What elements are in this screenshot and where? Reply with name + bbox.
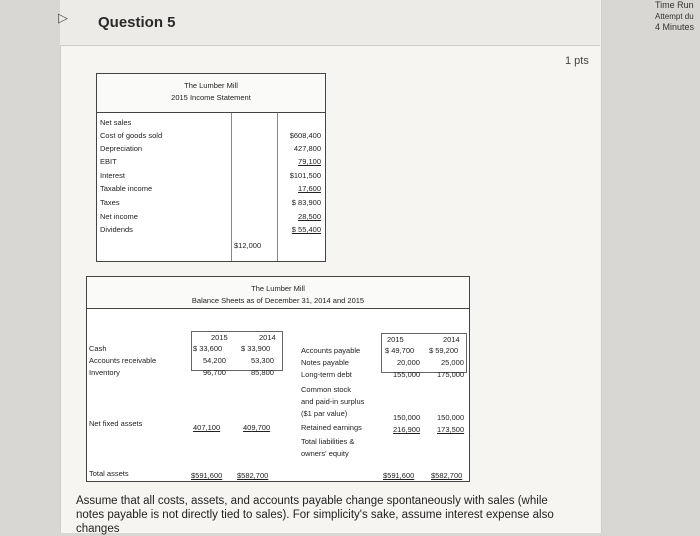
income-header <box>96 73 326 113</box>
liab-label: Notes payable <box>301 358 349 367</box>
liab-2015: 155,000 <box>393 370 421 379</box>
question-text: Assume that all costs, assets, and accounts payable change spontaneously with sales (while notes payable is not directly tied to sales). For simplicity's sake, assume interest expense also changes <box>76 495 554 535</box>
cs-label: ($1 par value) <box>301 409 348 418</box>
fixed-label: Net fixed assets <box>89 419 143 428</box>
income-row: Interest $101,500 <box>100 171 321 180</box>
liab-label: Accounts payable <box>301 346 361 355</box>
cs-label: Common stock <box>301 385 352 394</box>
re-label: Retained earnings <box>301 423 362 432</box>
liab-label: Long-term debt <box>301 370 352 379</box>
income-row: Dividends $ 55,400 <box>100 225 321 234</box>
total-2014: $582,700 <box>237 471 269 480</box>
re-2015: 216,900 <box>393 425 421 434</box>
liab-2014: 25,000 <box>441 358 464 367</box>
total-2015: $591,600 <box>191 471 223 480</box>
balance-company: The Lumber Mill <box>251 284 305 293</box>
fixed-2014: 409,700 <box>243 423 271 432</box>
cs-label: and paid-in surplus <box>301 397 365 406</box>
tl-2015: $591,600 <box>383 471 415 480</box>
balance-sheet <box>86 276 470 482</box>
tl-label: Total liabilities & <box>301 437 355 446</box>
income-row: EBIT 79,100 <box>100 157 321 166</box>
asset-2015: $ 33,600 <box>193 344 223 353</box>
asset-2015: 96,700 <box>203 368 226 377</box>
asset-2014: 85,800 <box>251 368 274 377</box>
dividends-amount: $12,000 <box>234 241 262 250</box>
points-label: 1 pts <box>565 55 589 67</box>
income-row: Taxable income 17,600 <box>100 184 321 193</box>
asset-label: Cash <box>89 344 107 353</box>
attempt-label: Attempt du <box>655 12 694 21</box>
year-2014: 2014 <box>259 333 276 342</box>
liab-2014: $ 59,200 <box>429 346 459 355</box>
income-row: Net income 28,500 <box>100 212 321 221</box>
income-row: Taxes $ 83,900 <box>100 198 321 207</box>
tl-label: owners' equity <box>301 449 349 458</box>
fixed-2015: 407,100 <box>193 423 221 432</box>
asset-label: Accounts receivable <box>89 356 157 365</box>
balance-header <box>86 276 470 309</box>
income-statement <box>96 73 326 262</box>
income-title: 2015 Income Statement <box>171 93 251 102</box>
liab-2015: $ 49,700 <box>385 346 415 355</box>
asset-2014: 53,300 <box>251 356 274 365</box>
question-title: Question 5 <box>98 14 176 31</box>
asset-label: Inventory <box>89 368 120 377</box>
income-body <box>96 113 326 262</box>
tl-2014: $582,700 <box>431 471 463 480</box>
liab-2014: 175,000 <box>437 370 465 379</box>
balance-body <box>86 309 470 482</box>
re-2014: 173,500 <box>437 425 465 434</box>
cs-2015: 150,000 <box>393 413 421 422</box>
asset-2014: $ 33,900 <box>241 344 271 353</box>
time-sidebar <box>655 0 694 33</box>
asset-2015: 54,200 <box>203 356 226 365</box>
liab-year-2014: 2014 <box>443 335 460 344</box>
liab-2015: 20,000 <box>397 358 420 367</box>
time-running-label: Time Run <box>655 0 694 10</box>
cs-2014: 150,000 <box>437 413 465 422</box>
income-row: Net sales <box>100 118 132 127</box>
liab-year-2015: 2015 <box>387 335 404 344</box>
total-label: Total assets <box>89 469 129 478</box>
balance-title: Balance Sheets as of December 31, 2014 and 2015 <box>191 296 365 305</box>
flag-icon[interactable]: ▷ <box>58 10 68 25</box>
income-row: Cost of goods sold $608,400 <box>100 131 321 140</box>
year-2015: 2015 <box>211 333 228 342</box>
income-company: The Lumber Mill <box>184 81 238 90</box>
minutes-label: 4 Minutes <box>655 22 695 32</box>
income-row: Depreciation 427,800 <box>100 144 321 153</box>
